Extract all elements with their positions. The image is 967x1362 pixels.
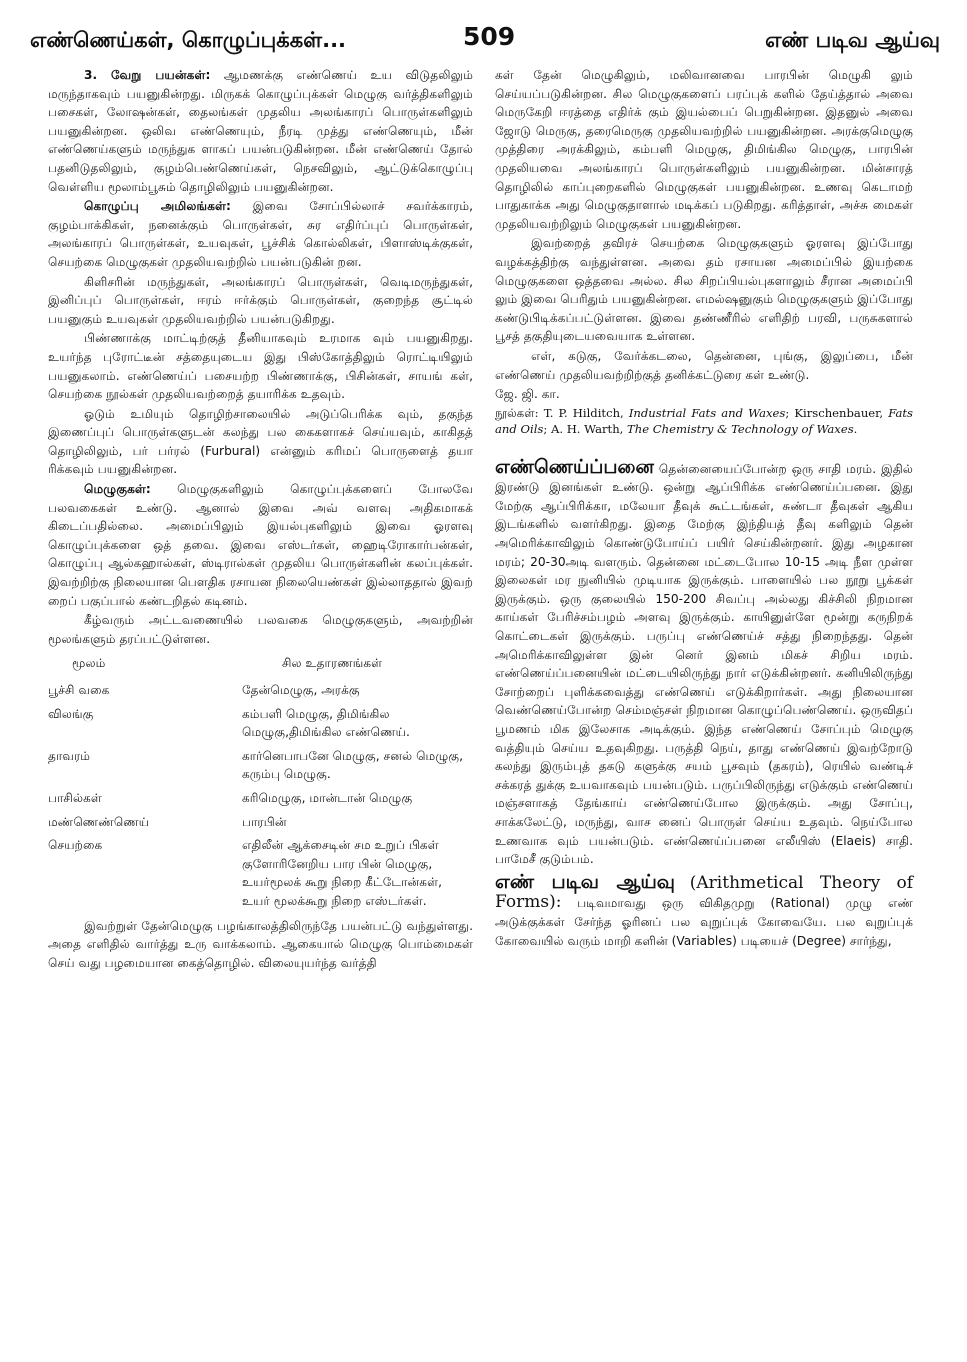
ref-text: T. P. Hilditch, (543, 405, 629, 420)
para-glycerin: கிளிசரின் மருந்துகள், அலங்காரப் பொருள்கள், வெடிமருந்துகள், இனிப்புப் பொருள்கள், ஈரம் ஈர்க்கும் பொருள்கள், குறைந்த சூட்டில் பயனுகும் உயவுகள் முதலியவற்றில் பயன்படுகிறது. (48, 274, 473, 326)
wax-source-table (48, 652, 473, 913)
table-cell: கார்னெபாபனே மெழுகு, சனல் மெழுகு, கரும்பு மெழுகு. (242, 748, 464, 782)
table-row (48, 811, 473, 835)
ref-title: Fats and Oils (495, 405, 913, 436)
entry-arithmetical-theory (495, 870, 914, 950)
references-label: நூல்கள்: (495, 405, 539, 420)
table-cell: பாரபின் (242, 814, 287, 829)
entry-text-arithmetical-theory: படிவமாவது ஒரு விகிதமுறு (Rational) முழு எண் அடுக்குக்கள் சேர்ந்த ஓரினப் பல வுறுப்புக் கோவையே. பல வுறுப்புக் கோவையில் வரும் மாறி களின் (Variables) படியைச் (Degree) சார்ந்து, (495, 896, 913, 948)
para-oilcake: பிண்ணாக்கு மாட்டிற்குத் தீனியாகவும் உரமாக வும் பயனுகிறது. உயர்ந்த புரோட்டீன் சத்தையுடைய இது பிஸ்கோத்திலும் ரொட்டியிலும் பயனுகலாம். எண்ணெய்ப் பசையற்ற பிண்ணாக்கு, பிசின்கள், சாயங் கள், செயற்கை நூல்கள் முதலியவற்றைத் தயாரிக்க உதவும். (48, 331, 473, 402)
table-row (48, 745, 473, 787)
para-wax-uses: கள் தேன் மெழுகிலும், மலிவானவை பாரபின் மெழுகி லும் செய்யப்படுகின்றன. சில மெழுகுகளைப் பரப்புக் களில் தேய்த்தால் அவை மெருகேறி ஈரத்தை எதிர்க் கும் இயல்பைப் பெறுகின்றன. இதனுல் அவை ஜோடு மெருகு, தரைமெருகு முதலியவற்றில் பயனுகின்றன. அரக்குமெழுகு முத்திரை அரக்கிலும், கம்பளி மெழுகு, திமிங்கில மெழுகு, பாரபின் முதலியவை அலங்காரப் பொருள்களிலும் பயனுகின்றன. மின்சாரத் தொழிலில் காப்புறைகளில் மெழுகுகள் பயனுகின்றன. உணவு கெடாமற் பாதுகாக்க அது மெழுகுதாளால் மடிக்கப் படுகிறது. கரித்தாள், அச்சு மைகள் முதலியவற்றிலும் மெழுகுகள் பயனுகின்றன. (495, 68, 913, 231)
ref-title: The Chemistry & Technology of Waxes (627, 421, 854, 436)
running-head-left: எண்ணெய்கள், கொழுப்புக்கள்... (30, 28, 347, 52)
entry-oil-palm (495, 455, 913, 869)
running-head-right: எண் படிவ ஆய்வு (765, 28, 940, 52)
para-fatty-acids (48, 197, 473, 271)
entry-text-oil-palm: தென்னையைப்போன்ற ஒரு சாதி மரம். இதில் இரண்டு இனங்கள் உண்டு. ஒன்று ஆப்பிரிக்க எண்ணெய்ப்பனை. இது மேற்கு ஆப்பிரிக்கா, மலேயா தீவுக் கூட்டங்கள், சுண்டா தீவுகள் ஆகிய இடங்களில் வளர்கிறது. இதை மேற்கு இந்தியத் தீவு களிலும் தென் அமெரிக்காவிலும் கொண்டுபோய்ப் பயிர் செய்கின்றனர். இது அழகான மரம்; 20-30அடி வளரும். தென்னை மட்டைபோல 10-15 அடி நீள முள்ள இலைகள் மர நுனியில் முடியாக இருக்கும். பாளையில் பல நூறு பூக்கள் இருக்கும். ஒரு குலையில் 150-200 சிவப்பு அல்லது கிச்சிலி நிறமான காய்கள் பேரிச்சம்பழம் அளவு இருக்கும். காயினுள்ளே மூன்று கருநிறக் கொட்டைகள் இருக்கும். பருப்பு எண்ணெய்ச் சத்து நிறைந்தது. தென் அமெரிக்காவிலுள்ள இன் னெர் இனம் மிகச் சிறிய மரம். எண்ணெய்ப்பனையின் மட்டையிலிருந்து நார் எடுக்கின்றனர். கனியிலிருந்து சோற்றைப் புளிக்கவைத்து எண்ணெய் எடுக்கிறார்கள். அது நிலையான வெண்ணெய்போன்ற செம்மஞ்சள் நிறமான கொழுப்பெண்ணெய். ஒருவிதப் பூமணம் மிக இலேசாக அடிக்கும். இந்த எண்ணெய் சோப்பும் மெழுகு வத்தியும் செய்ய உதவுகிறது. பருத்தி நெய், தாது எண்ணெய் இவற்றோடு கலந்து இரும்புத் தகடு களுக்கு சயம் பூசவும் (தகரம்), ரெயில் வண்டிச் சக்கரத் துக்கு உயவாகவும் பயன்படும். பருப்பிலிருந்து எடுக்கும் எண்ணெய் மஞ்சளாகத் தேங்காய் எண்ணெய்போல இருக்கும். அது சோப்பு, சாக்கலேட்டு, மருந்து, வாச னைப் பொருள் செய்ய உதவும். நெய்போல உணவாக வும் பயன்படும். எண்ணெய்ப்பனை எலீயிஸ் (Elaeis) சாதி. பாமேசீ குடும்பம். (495, 461, 913, 867)
table-cell: மண்ணெண்ணெய் (48, 814, 150, 829)
text-fatty-acids: இவை சோப்பில்லாச் சவர்க்காரம், குழம்பாக்கிகள், நனைக்கும் பொருள்கள், சுர எதிர்ப்புப் பொருள்கள், அலங்காரப் பொருள்கள், உயவுகள், பூச்சிக் கொல்லிகள், பிளாஸ்டிக்குகள், செயற்கை மெழுகுகள் முதலியவற்றில் பயன்படுகின் றன. (48, 199, 473, 269)
references (495, 405, 913, 437)
table-cell: தாவரம் (48, 748, 91, 763)
para-beeswax: இவற்றுள் தேன்மெழுகு பழங்காலத்திலிருந்தே பயன்பட்டு வந்துள்ளது. அதை எளிதில் வார்த்து உரு வாக்கலாம். ஆகையால் மெழுகு பொம்மைகள் செய் வது பழமையான கைத்தொழில். விலையுயர்ந்த வர்த்தி (48, 918, 473, 970)
table-row (48, 834, 473, 913)
left-column (48, 66, 473, 973)
ref-text: ; Kirschenbauer, (785, 405, 889, 420)
heading-fatty-acids: கொழுப்பு அமிலங்கள்: (84, 199, 231, 214)
author-signature: ஜே. ஜி. கா. (495, 387, 560, 402)
entry-latin-title: (Arithmetical Theory of Forms): (495, 872, 914, 913)
table-cell: எதிலீன் ஆக்சைடின் சம உறுப் பிகள் குளோரினேறிய பார பின் மெழுகு, உயர்மூலக் கூறு நிறை கீட்டோன்கள், உயர் மூலக்கூறு நிறை எஸ்டர்கள். (242, 838, 442, 908)
table-header-examples: சில உதாரணங்கள் (282, 656, 383, 671)
table-row (48, 703, 473, 745)
table-cell: கரிமெழுகு, மான்டான் மெழுகு (242, 790, 413, 805)
table-row (48, 787, 473, 811)
table-cell: கம்பளி மெழுகு, திமிங்கில மெழுகு,திமிங்கில எண்ணெய். (242, 706, 410, 740)
page-number: 509 (463, 22, 516, 51)
heading-waxes: மெழுகுகள்: (84, 482, 151, 497)
table-cell: பாசில்கள் (48, 790, 102, 805)
table-header-row (48, 652, 473, 679)
right-column (495, 66, 913, 951)
entry-title-oil-palm: எண்ணெய்ப்பனை (495, 455, 654, 478)
para-table-intro: கீழ்வரும் அட்டவணையில் பலவகை மெழுகுகளும், அவற்றின் மூலங்களும் தரப்பட்டுள்ளன. (48, 613, 473, 646)
para-synthetic-waxes: இவற்றைத் தவிரச் செயற்கை மெழுகுகளும் ஓரளவு இப்போது வழக்கத்திற்கு வந்துள்ளன. அவை தம் ரசாயன அமைப்பில் இயற்கை மெழுகுகளை ஒத்தவை அல்ல. சில சிறப்பியல்புகளாலும் சீரான அமைப்பி லும் இவை பெரிதும் பயனுகின்றன. எமல்ஷனுகும் மெழுகுகளும் இப்போது கண்டுபிடிக்கப்பட்டுள்ளன. இவை தண்ணீரில் எளிதிற் பரவி, பருசுகளால் பூசத் தகுதியுடையவையாக உள்ளன. (495, 236, 913, 344)
ref-title: Industrial Fats and Waxes (628, 405, 786, 420)
para-husk: ஓடும் உமியும் தொழிற்சாலையில் அடுப்பெரிக்க வும், தகுந்த இணைப்புப் பொருள்களுடன் கலந்து பல கைகளாகச் செய்யவும், காகிதத் தொழிலிலும், பர் பர்ரல் (Furbural) என்னும் கரிமப் பொருளைத் தயா ரிக்கவும் பயனுகின்றன. (48, 406, 473, 477)
table-cell: தேன்மெழுகு, அரக்கு (242, 683, 360, 697)
text-waxes: மெழுகுகளிலும் கொழுப்புக்களைப் போலவே பலவகைகள் உண்டு. ஆனால் இவை அவ் வளவு அதிகமாகக் கிடைப்பதில்லை. அமைப்பிலும் இயல்புகளிலும் இவை ஓரளவு கொழுப்புக்களை ஒத் தவை. இவை எஸ்டர்கள், ஹைடிரோகார்பன்கள், கொழுப்பு ஆல்கஹால்கள், ஸ்டிரால்கள் முதலிய பொருள்களின் கலப்புக்கள். இவற்றிற்கு நிலையான பௌதிக ரசாயன நிலையெண்கள் இல்லாததால் இவற் றைப் பகுப்பால் கண்டறிதல் கடினம். (48, 482, 473, 608)
table-cell: செயற்கை (48, 838, 103, 853)
entry-title-arithmetical-theory: எண் படிவ ஆய்வு (495, 870, 675, 893)
page-header (30, 22, 940, 62)
ref-text: ; A. H. Warth, (543, 421, 628, 436)
ref-text: . (853, 421, 858, 436)
table-cell: விலங்கு (48, 706, 94, 721)
table-header-source: மூலம் (72, 656, 106, 671)
table-row (48, 679, 473, 703)
text-other-uses: ஆமணக்கு எண்ணெய் உய விடுதலிலும் மருந்தாகவும் பயனுகின்றது. மிருகக் கொழுப்புக்கள் மெழுகு வர்த்திகளிலும் பசைகள், லோஷன்கள், தைலங்கள் முதலிய அலங்காரப் பொருள்களிலும் பயனுகின்றன. ஒலிவ எண்ணெயும், நீரடி முத்து எண்ணெயும், மீன் எண்ணெய்களும் மருந்துக ளாகப் பயன்படுகின்றன. மீன் எண்ணெய் தோல் பதனிடுதலிலும், குழம்பெண்ணெய்கள், நெசவிலும், ஆட்டுக்கொழுப்பு வெள்ளிய மூலாம்பூசும் தொழிலிலும் பயனுகின்றன. (48, 68, 474, 194)
para-cross-refs: எள், கடுகு, வேர்க்கடலை, தென்னை, புங்கு, இலுப்பை, மீன் எண்ணெய் முதலியவற்றிற்குத் தனிக்கட்டுரை கள் உண்டு. (495, 348, 913, 382)
para-other-uses (48, 66, 473, 196)
heading-other-uses: 3. வேறு பயன்கள்: (84, 68, 211, 82)
para-waxes (48, 480, 473, 610)
table-cell: பூச்சி வகை (48, 683, 110, 697)
